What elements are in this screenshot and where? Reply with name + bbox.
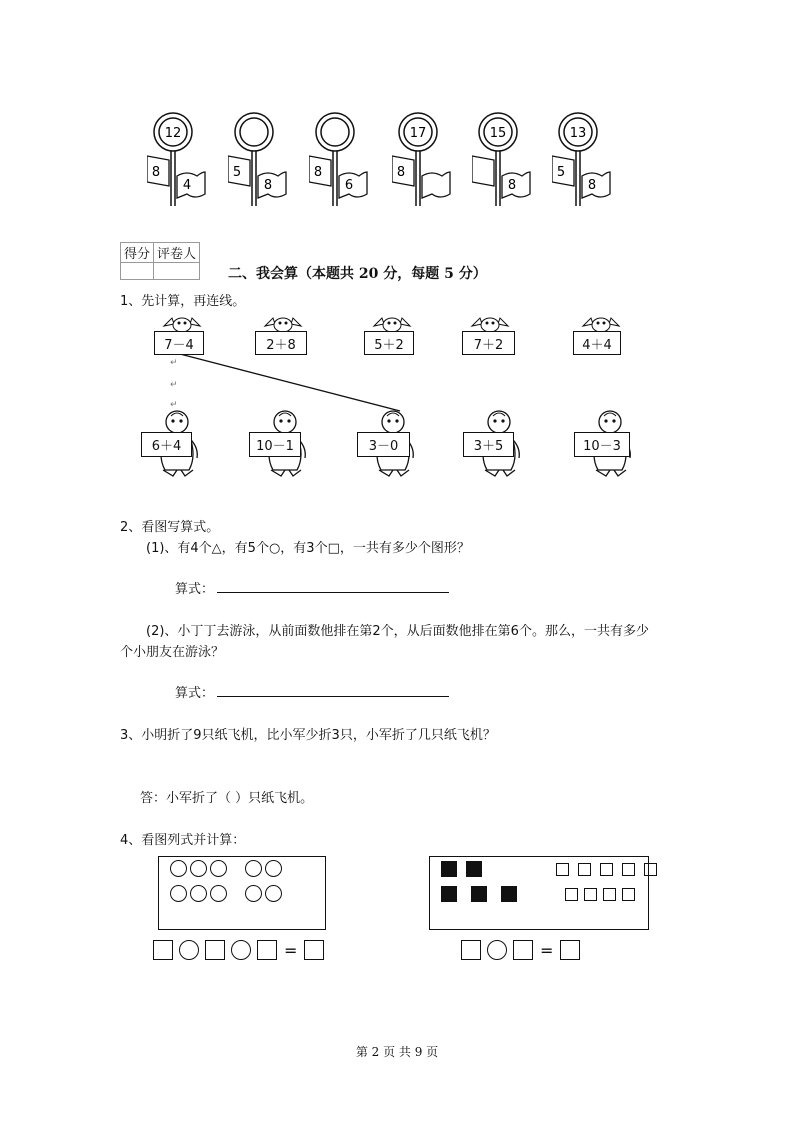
answer-box[interactable] (304, 940, 324, 960)
q2-part2-line1: (2)、小丁丁去游泳，从前面数他排在第2个，从后面数他排在第6个。那么，一共有多少 (146, 624, 649, 639)
circle-icon (210, 860, 227, 877)
circle-icon (170, 860, 187, 877)
grader-header: 评卷人 (154, 243, 200, 263)
flower-center-number: 12 (164, 126, 182, 141)
circle-icon (170, 885, 187, 902)
answer-line[interactable] (217, 592, 449, 593)
square-icon (578, 863, 591, 876)
flower-center-number: 15 (489, 126, 507, 141)
bird-icon (263, 314, 303, 332)
top-expression-box[interactable]: 7－4 (154, 331, 204, 355)
section-title: 二、我会算（本题共 20 分，每题 5 分） (228, 266, 487, 282)
flag-right-number: 6 (344, 178, 354, 193)
return-mark: ↵ (170, 380, 178, 390)
flag-right-number: 8 (587, 178, 597, 193)
circle-icon (210, 885, 227, 902)
score-header: 得分 (121, 243, 154, 263)
equation-left (153, 940, 324, 960)
square-icon (644, 863, 657, 876)
q2-label: 2、看图写算式。 (120, 520, 220, 535)
squares-row-2 (441, 886, 635, 902)
bird-icon (162, 314, 202, 332)
answer-box[interactable] (513, 940, 533, 960)
answer-line[interactable] (217, 696, 449, 697)
page-footer: 第 2 页 共 9 页 (355, 1045, 439, 1059)
filled-square-icon (501, 886, 517, 902)
circle-icon (265, 885, 282, 902)
square-icon (565, 888, 578, 901)
square-icon (603, 888, 616, 901)
answer-box[interactable] (257, 940, 277, 960)
circle-icon (245, 885, 262, 902)
circle-icon (245, 860, 262, 877)
filled-square-icon (466, 861, 482, 877)
bottom-expression-box[interactable]: 10－1 (249, 432, 301, 457)
return-mark: ↵ (170, 358, 178, 368)
q2-part1: (1)、有4个△，有5个○，有3个□，一共有多少个图形？ (146, 541, 470, 556)
bottom-expression-box[interactable]: 10－3 (574, 432, 630, 457)
top-expression-box[interactable]: 5＋2 (364, 331, 414, 355)
answer-box[interactable] (153, 940, 173, 960)
q2-part2-line2: 个小朋友在游泳？ (120, 645, 225, 660)
top-expression-box[interactable]: 7＋2 (462, 331, 515, 355)
flag-right-number: 8 (507, 178, 517, 193)
bottom-expression-box[interactable]: 6＋4 (141, 432, 192, 457)
square-icon (622, 888, 635, 901)
q4-label: 4、看图列式并计算： (120, 833, 246, 848)
flag-left-number: 8 (396, 165, 406, 180)
flag-left-number: 8 (313, 165, 323, 180)
q3-label: 3、小明折了9只纸飞机，比小军少折3只，小军折了几只纸飞机？ (120, 728, 496, 743)
bird-icon (372, 314, 412, 332)
flower-center-number: 13 (569, 126, 587, 141)
flower-center-number: 17 (409, 126, 427, 141)
flag-left-number: 5 (232, 165, 242, 180)
formula-label: 算式： (175, 686, 215, 701)
flag-left-number: 8 (151, 165, 161, 180)
filled-square-icon (471, 886, 487, 902)
operator-circle[interactable] (179, 940, 199, 960)
answer-box[interactable] (560, 940, 580, 960)
q3-answer: 答：小军折了（ ）只纸飞机。 (140, 791, 314, 806)
bottom-expression-box[interactable]: 3－0 (357, 432, 410, 457)
return-mark: ↵ (170, 400, 178, 410)
bird-icon (470, 314, 510, 332)
top-expression-box[interactable]: 4＋4 (573, 331, 621, 355)
equals-sign: = (540, 940, 554, 960)
flag-right-number: 8 (263, 178, 273, 193)
equation-right (461, 940, 580, 960)
q1-label: 1、先计算，再连线。 (120, 294, 246, 309)
equals-sign: = (284, 940, 298, 960)
filled-square-icon (441, 886, 457, 902)
circle-icon (265, 860, 282, 877)
operator-circle[interactable] (231, 940, 251, 960)
bird-icon (581, 314, 621, 332)
answer-box[interactable] (461, 940, 481, 960)
square-icon (584, 888, 597, 901)
square-icon (622, 863, 635, 876)
circle-icon (190, 860, 207, 877)
circles-row-1 (170, 860, 282, 877)
flag-right-number: 4 (182, 178, 192, 193)
operator-circle[interactable] (487, 940, 507, 960)
circle-icon (190, 885, 207, 902)
bottom-expression-box[interactable]: 3＋5 (463, 432, 514, 457)
square-icon (600, 863, 613, 876)
answer-box[interactable] (205, 940, 225, 960)
filled-square-icon (441, 861, 457, 877)
squares-row-1 (441, 861, 657, 877)
square-icon (556, 863, 569, 876)
circles-row-2 (170, 885, 282, 902)
formula-label: 算式： (175, 582, 215, 597)
flag-left-number: 5 (556, 165, 566, 180)
top-expression-box[interactable]: 2＋8 (255, 331, 307, 355)
